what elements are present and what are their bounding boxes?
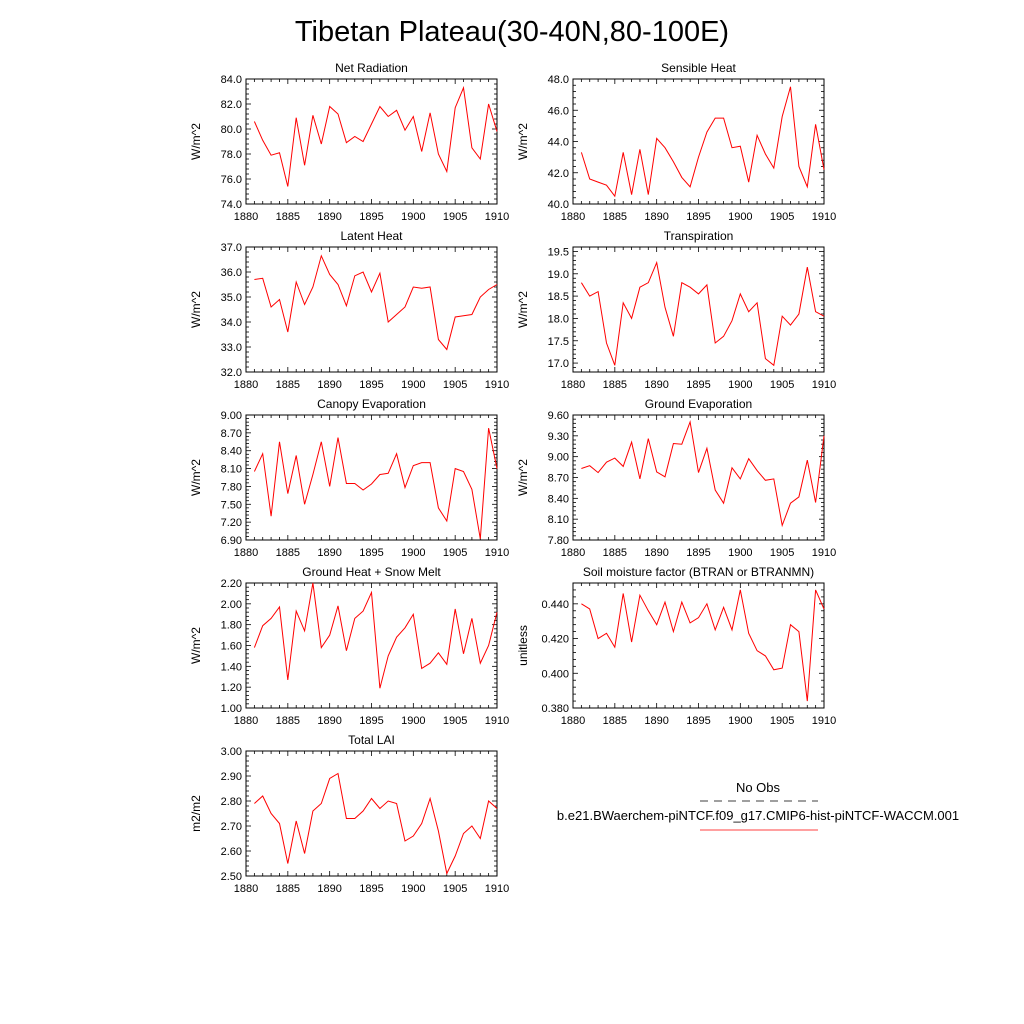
x-tick-label: 1895 <box>359 211 384 223</box>
y-tick-label: 37.0 <box>220 242 242 254</box>
plot-frame <box>246 751 497 876</box>
figure-title: Tibetan Plateau(30-40N,80-100E) <box>294 16 730 48</box>
y-tick-label: 9.30 <box>547 430 569 443</box>
y-tick-label: 46.0 <box>547 105 569 118</box>
y-tick-label: 19.5 <box>547 246 569 259</box>
y-axis-label: W/m^2 <box>516 291 530 328</box>
x-tick-label: 1905 <box>769 547 795 559</box>
x-tick-label: 1890 <box>644 379 669 391</box>
x-tick-label: 1885 <box>275 379 301 391</box>
y-tick-label: 82.0 <box>220 99 242 111</box>
y-tick-label: 2.60 <box>220 846 242 858</box>
y-tick-label: 2.00 <box>220 598 242 611</box>
y-tick-label: 74.0 <box>220 199 242 211</box>
x-tick-label: 1910 <box>484 547 510 559</box>
series-line-canopy-evaporation <box>254 428 497 539</box>
y-tick-label: 2.70 <box>220 821 242 833</box>
y-tick-label: 8.70 <box>547 472 569 485</box>
y-tick-label: 8.10 <box>220 463 242 476</box>
x-tick-label: 1880 <box>560 379 586 391</box>
y-tick-label: 44.0 <box>547 136 569 149</box>
x-tick-label: 1885 <box>602 715 628 727</box>
x-tick-label: 1885 <box>602 379 628 391</box>
x-tick-label: 1910 <box>811 379 837 391</box>
y-tick-label: 78.0 <box>220 149 242 161</box>
x-tick-label: 1900 <box>401 379 426 391</box>
y-tick-label: 9.60 <box>547 410 569 422</box>
y-tick-label: 33.0 <box>220 342 242 354</box>
y-tick-label: 0.380 <box>541 703 569 715</box>
x-tick-label: 1900 <box>401 715 426 727</box>
y-tick-label: 18.5 <box>547 291 569 304</box>
series-line-total-lai <box>254 774 497 874</box>
x-tick-label: 1895 <box>686 715 711 727</box>
x-tick-label: 1880 <box>233 883 259 895</box>
plot-frame <box>246 247 497 372</box>
series-line-latent-heat <box>254 256 497 350</box>
x-tick-label: 1910 <box>484 211 510 223</box>
y-tick-label: 8.10 <box>547 514 569 527</box>
x-tick-label: 1880 <box>233 715 259 727</box>
x-tick-label: 1905 <box>442 379 468 391</box>
series-line-ground-heat-snow-melt <box>254 583 497 688</box>
x-tick-label: 1880 <box>560 715 586 727</box>
y-tick-label: 1.40 <box>220 661 242 674</box>
y-tick-label: 84.0 <box>220 74 242 86</box>
chart-panel-ground-evaporation <box>516 397 836 559</box>
panel-title-latent-heat: Latent Heat <box>340 229 403 243</box>
y-axis-label: W/m^2 <box>189 291 203 328</box>
x-tick-label: 1890 <box>317 715 342 727</box>
y-tick-label: 1.00 <box>220 703 242 715</box>
x-tick-label: 1880 <box>233 211 259 223</box>
legend <box>557 780 959 830</box>
x-tick-label: 1900 <box>728 715 753 727</box>
y-axis-label: W/m^2 <box>189 627 203 664</box>
x-tick-label: 1890 <box>317 379 342 391</box>
y-tick-label: 3.00 <box>220 746 242 758</box>
x-tick-label: 1905 <box>442 211 468 223</box>
x-tick-label: 1890 <box>644 547 669 559</box>
x-tick-label: 1885 <box>275 211 301 223</box>
y-tick-label: 9.00 <box>547 451 569 464</box>
y-tick-label: 7.20 <box>220 517 242 530</box>
x-tick-label: 1910 <box>484 883 510 895</box>
y-tick-label: 48.0 <box>547 74 569 86</box>
x-tick-label: 1880 <box>233 547 259 559</box>
x-tick-label: 1910 <box>811 715 837 727</box>
y-tick-label: 2.50 <box>220 871 242 883</box>
series-line-soil-moisture-factor-btran-or-btranmn <box>581 590 824 701</box>
x-tick-label: 1900 <box>401 883 426 895</box>
y-axis-label: m2/m2 <box>189 795 203 832</box>
series-line-ground-evaporation <box>581 422 824 526</box>
y-tick-label: 80.0 <box>220 124 242 136</box>
x-tick-label: 1900 <box>728 211 753 223</box>
y-tick-label: 8.70 <box>220 427 242 440</box>
x-tick-label: 1885 <box>275 715 301 727</box>
y-tick-label: 19.0 <box>547 268 569 281</box>
x-tick-label: 1895 <box>359 715 384 727</box>
y-tick-label: 42.0 <box>547 167 569 180</box>
x-tick-label: 1905 <box>769 211 795 223</box>
y-tick-label: 0.440 <box>541 598 569 611</box>
x-tick-label: 1885 <box>275 547 301 559</box>
x-tick-label: 1890 <box>317 883 342 895</box>
panel-title-canopy-evaporation: Canopy Evaporation <box>317 397 426 411</box>
plot-frame <box>246 415 497 540</box>
y-tick-label: 8.40 <box>547 493 569 506</box>
x-tick-label: 1895 <box>359 547 384 559</box>
y-axis-label: unitless <box>516 625 530 666</box>
x-tick-label: 1895 <box>686 211 711 223</box>
y-tick-label: 1.20 <box>220 682 242 695</box>
chart-panel-canopy-evaporation <box>189 397 509 559</box>
x-tick-label: 1885 <box>602 211 628 223</box>
x-tick-label: 1880 <box>233 379 259 391</box>
panel-title-total-lai: Total LAI <box>348 733 395 747</box>
y-tick-label: 1.80 <box>220 619 242 632</box>
chart-panel-total-lai <box>189 733 509 895</box>
x-tick-label: 1885 <box>275 883 301 895</box>
x-tick-label: 1885 <box>602 547 628 559</box>
y-tick-label: 7.80 <box>220 481 242 494</box>
y-axis-label: W/m^2 <box>516 123 530 160</box>
x-tick-label: 1890 <box>317 211 342 223</box>
series-line-sensible-heat <box>581 87 824 196</box>
y-tick-label: 2.80 <box>220 796 242 808</box>
series-line-transpiration <box>581 263 824 366</box>
panel-title-net-radiation: Net Radiation <box>335 61 408 75</box>
x-tick-label: 1900 <box>401 547 426 559</box>
y-axis-label: W/m^2 <box>189 459 203 496</box>
y-tick-label: 0.400 <box>541 668 569 681</box>
x-tick-label: 1900 <box>728 547 753 559</box>
y-tick-label: 17.0 <box>547 358 569 371</box>
y-tick-label: 7.50 <box>220 499 242 512</box>
plot-frame <box>573 415 824 540</box>
x-tick-label: 1890 <box>644 211 669 223</box>
x-tick-label: 1895 <box>359 883 384 895</box>
y-tick-label: 76.0 <box>220 174 242 186</box>
x-tick-label: 1895 <box>686 379 711 391</box>
panel-title-ground-evaporation: Ground Evaporation <box>644 397 753 411</box>
chart-panel-ground-heat-snow-melt <box>189 565 509 727</box>
x-tick-label: 1910 <box>811 211 837 223</box>
x-tick-label: 1880 <box>560 547 586 559</box>
panel-title-transpiration: Transpiration <box>663 229 734 243</box>
chart-panel-transpiration <box>516 229 836 391</box>
x-tick-label: 1895 <box>359 379 384 391</box>
y-tick-label: 0.420 <box>541 633 569 646</box>
y-axis-label: W/m^2 <box>516 459 530 496</box>
y-tick-label: 32.0 <box>220 367 242 379</box>
series-line-net-radiation <box>254 88 497 187</box>
x-tick-label: 1905 <box>769 379 795 391</box>
x-tick-label: 1905 <box>769 715 795 727</box>
x-tick-label: 1900 <box>728 379 753 391</box>
chart-panel-sensible-heat <box>516 61 836 223</box>
legend-label-obs: No Obs <box>735 780 781 795</box>
y-tick-label: 6.90 <box>220 535 242 547</box>
y-tick-label: 34.0 <box>220 317 242 329</box>
x-tick-label: 1905 <box>442 715 468 727</box>
panel-title-sensible-heat: Sensible Heat <box>661 61 736 75</box>
y-tick-label: 35.0 <box>220 292 242 304</box>
y-tick-label: 9.00 <box>220 410 242 422</box>
x-tick-label: 1905 <box>442 547 468 559</box>
x-tick-label: 1900 <box>401 211 426 223</box>
chart-panel-latent-heat <box>189 229 509 391</box>
x-tick-label: 1905 <box>442 883 468 895</box>
x-tick-label: 1890 <box>317 547 342 559</box>
panel-title-soil-moisture-factor-btran-or-btranmn: Soil moisture factor (BTRAN or BTRANMN) <box>582 565 815 579</box>
y-tick-label: 7.80 <box>547 535 569 547</box>
y-tick-label: 36.0 <box>220 267 242 279</box>
y-tick-label: 40.0 <box>547 199 569 211</box>
chart-panel-net-radiation <box>189 61 509 223</box>
y-tick-label: 8.40 <box>220 445 242 458</box>
panel-title-ground-heat-snow-melt: Ground Heat + Snow Melt <box>302 565 441 579</box>
y-tick-label: 2.20 <box>220 578 242 590</box>
legend-label-model: b.e21.BWaerchem-piNTCF.f09_g17.CMIP6-hist-piNTCF-WACCM.001 <box>556 808 960 823</box>
x-tick-label: 1880 <box>560 211 586 223</box>
chart-panel-soil-moisture-factor-btran-or-btranmn <box>516 565 836 727</box>
plot-frame <box>573 79 824 204</box>
y-axis-label: W/m^2 <box>189 123 203 160</box>
x-tick-label: 1910 <box>811 547 837 559</box>
x-tick-label: 1895 <box>686 547 711 559</box>
x-tick-label: 1910 <box>484 379 510 391</box>
x-tick-label: 1910 <box>484 715 510 727</box>
x-tick-label: 1890 <box>644 715 669 727</box>
y-tick-label: 2.90 <box>220 771 242 783</box>
panels-group <box>189 61 836 895</box>
y-tick-label: 17.5 <box>547 335 569 348</box>
y-tick-label: 1.60 <box>220 640 242 653</box>
y-tick-label: 18.0 <box>547 313 569 326</box>
